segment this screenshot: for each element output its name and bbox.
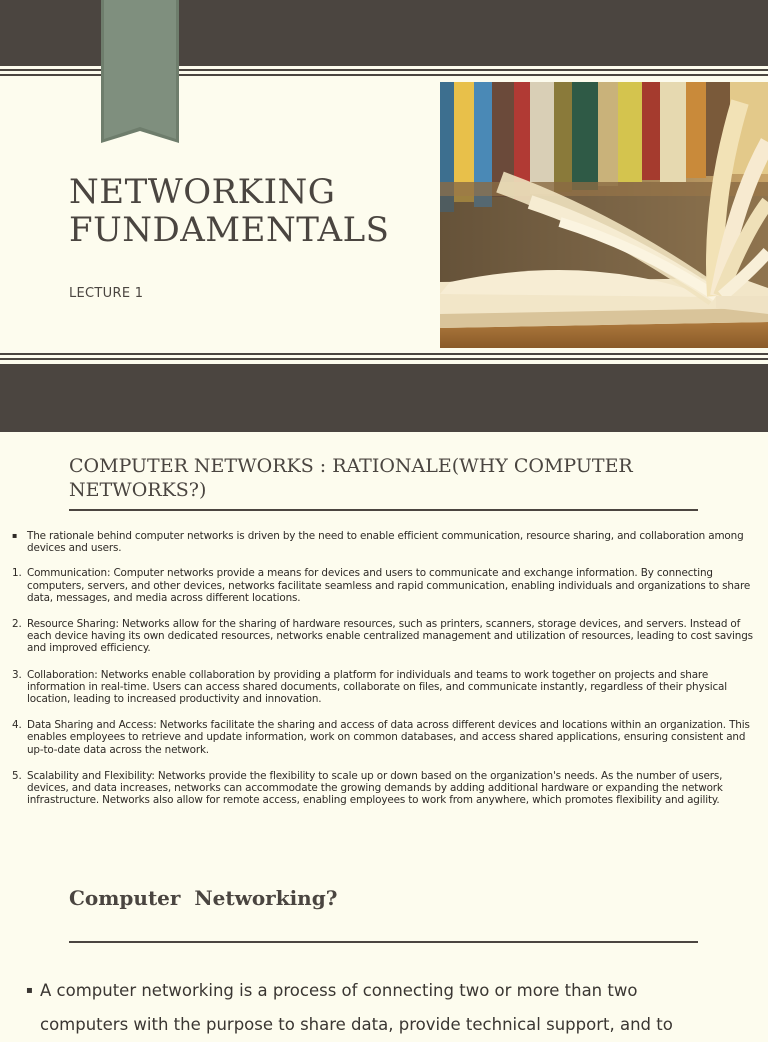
- item-number: 3.: [12, 668, 22, 681]
- item-number: 2.: [12, 618, 22, 631]
- item-text: Data Sharing and Access: Networks facilitate the sharing and access of data across different devices and locations within an organization. This enables employees to retrieve and update information, work on common databases, and access shared applications, ensuring consistent and up-to-date data across the network.: [27, 719, 750, 756]
- title-underline: [69, 509, 698, 511]
- lecture-subtitle: LECTURE 1: [69, 286, 144, 301]
- intro-bullet: [12, 530, 760, 554]
- intro-text: The rationale behind computer networks is driven by the need to enable efficient communication, resource sharing, and collaboration among devices and users.: [27, 530, 744, 555]
- square-bullet-icon: ▪: [26, 985, 33, 996]
- bookmark-ribbon: [101, 0, 179, 143]
- bottom-band: [0, 364, 768, 432]
- list-item: [12, 719, 760, 756]
- item-text: Collaboration: Networks enable collaboration by providing a platform for individuals and teams to work together on projects and share information in real-time. Users can access shared documents, collaborate on files, and communicate instantly, regardless of their physical location, leading to increased productivity and innovation.: [27, 668, 727, 706]
- networking-slide: [0, 864, 768, 1034]
- title-underline: [69, 941, 698, 943]
- item-text: Communication: Computer networks provide a means for devices and users to communicate and exchange information. By connecting computers, servers, and other devices, networks facilitate seamless and rapid communication, enabling individuals and organizations to share data, messages, and media across different locations.: [27, 567, 751, 604]
- title-slide: [0, 0, 768, 432]
- slide-title: COMPUTER NETWORKS : RATIONALE(WHY COMPUTER NETWORKS?): [69, 455, 633, 501]
- title-line-1: NETWORKING: [69, 172, 336, 212]
- rationale-slide: [0, 432, 768, 864]
- list-item: [12, 669, 760, 706]
- bottom-divider-line: [0, 358, 768, 360]
- slide-body: [12, 530, 760, 820]
- presentation-title: [69, 173, 429, 249]
- bullet-text: A computer networking is a process of connecting two or more than two computers with the purpose to share data, provide technical support, and to: [40, 981, 673, 1034]
- list-item: [12, 770, 760, 807]
- bottom-divider-line: [0, 353, 768, 355]
- item-number: 1.: [12, 567, 22, 580]
- item-text: Resource Sharing: Networks allow for the sharing of hardware resources, such as printers, scanners, storage devices, and servers. Instead of each device having its own dedicated resources, networks enable centralized management and utilization of resources, leading to cost savings and improved efficiency.: [27, 618, 753, 655]
- slide-title: Computer Networking?: [69, 886, 338, 910]
- list-item: [12, 567, 760, 604]
- item-text: Scalability and Flexibility: Networks provide the flexibility to scale up or down based on the organization's needs. As the number of users, devices, and data increases, networks can accommodate the growing demands by adding additional hardware or expanding the network infrastructure. Networks also allow for remote access, enabling employees to work from anywhere, which promotes flexibility and agility.: [27, 769, 723, 807]
- slide-body: [26, 974, 726, 1042]
- open-book-photo: [440, 82, 768, 348]
- title-line-2: FUNDAMENTALS: [69, 210, 390, 250]
- item-number: 4.: [12, 719, 22, 732]
- list-item: [12, 618, 760, 655]
- item-number: 5.: [12, 769, 22, 782]
- square-bullet-icon: ▪: [12, 531, 18, 540]
